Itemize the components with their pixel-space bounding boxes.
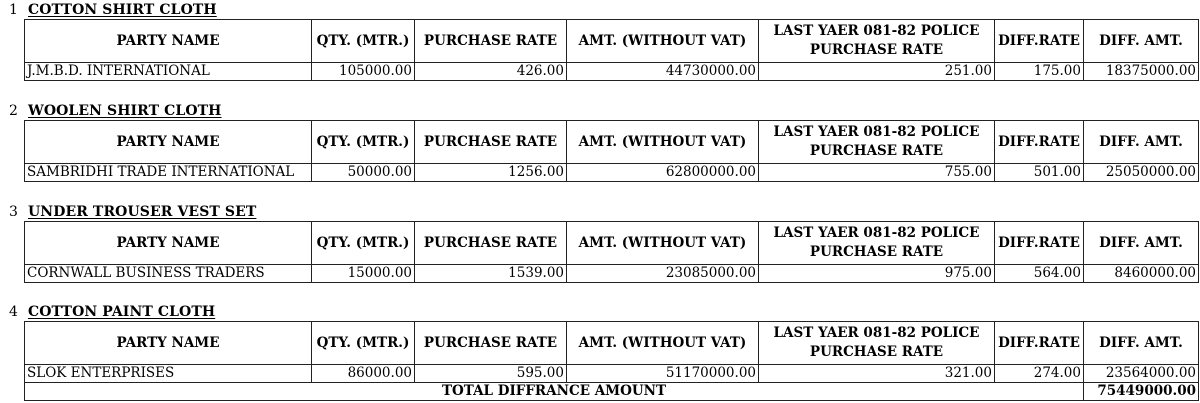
header-amount: AMT. (WITHOUT VAT) <box>567 121 759 164</box>
table-row <box>25 63 1199 81</box>
header-party-name: PARTY NAME <box>25 121 312 164</box>
cell-purchase-rate: 1539.00 <box>415 265 567 283</box>
header-amount: AMT. (WITHOUT VAT) <box>567 222 759 265</box>
cell-amount: 62800000.00 <box>567 164 759 182</box>
cell-qty: 50000.00 <box>312 164 415 182</box>
section-heading <box>0 203 1200 221</box>
cell-diff-amount: 18375000.00 <box>1084 63 1199 81</box>
cell-party-name: J.M.B.D. INTERNATIONAL <box>25 63 312 81</box>
cell-police-rate: 975.00 <box>759 265 995 283</box>
header-qty: QTY. (MTR.) <box>312 121 415 164</box>
purchase-table <box>24 221 1199 283</box>
header-diff-rate: DIFF.RATE <box>995 121 1084 164</box>
header-amount: AMT. (WITHOUT VAT) <box>567 322 759 365</box>
header-amount: AMT. (WITHOUT VAT) <box>567 20 759 63</box>
cell-qty: 86000.00 <box>312 365 415 383</box>
section-number: 4 <box>9 304 18 320</box>
header-diff-rate: DIFF.RATE <box>995 222 1084 265</box>
cell-diff-rate: 175.00 <box>995 63 1084 81</box>
header-police-rate: LAST YAER 081-82 POLICE PURCHASE RATE <box>759 20 995 63</box>
purchase-table <box>24 321 1199 401</box>
header-diff-amount: DIFF. AMT. <box>1084 322 1199 365</box>
header-party-name: PARTY NAME <box>25 222 312 265</box>
header-party-name: PARTY NAME <box>25 322 312 365</box>
cell-qty: 15000.00 <box>312 265 415 283</box>
cell-purchase-rate: 595.00 <box>415 365 567 383</box>
table-row <box>25 365 1199 383</box>
total-value: 75449000.00 <box>1084 383 1199 401</box>
header-diff-rate: DIFF.RATE <box>995 322 1084 365</box>
total-row <box>25 383 1199 401</box>
header-diff-amount: DIFF. AMT. <box>1084 121 1199 164</box>
section-heading <box>0 1 1200 19</box>
header-police-rate: LAST YAER 081-82 POLICE PURCHASE RATE <box>759 222 995 265</box>
header-diff-amount: DIFF. AMT. <box>1084 222 1199 265</box>
cell-amount: 23085000.00 <box>567 265 759 283</box>
header-qty: QTY. (MTR.) <box>312 20 415 63</box>
header-diff-rate: DIFF.RATE <box>995 20 1084 63</box>
cell-party-name: SAMBRIDHI TRADE INTERNATIONAL <box>25 164 312 182</box>
cell-diff-amount: 25050000.00 <box>1084 164 1199 182</box>
cell-qty: 105000.00 <box>312 63 415 81</box>
section-number: 2 <box>9 103 18 119</box>
cell-diff-amount: 8460000.00 <box>1084 265 1199 283</box>
cell-purchase-rate: 1256.00 <box>415 164 567 182</box>
header-row <box>25 20 1199 63</box>
table-row <box>25 164 1199 182</box>
header-purchase-rate: PURCHASE RATE <box>415 322 567 365</box>
header-purchase-rate: PURCHASE RATE <box>415 20 567 63</box>
header-purchase-rate: PURCHASE RATE <box>415 222 567 265</box>
cell-police-rate: 755.00 <box>759 164 995 182</box>
section-title: UNDER TROUSER VEST SET <box>28 204 257 220</box>
header-row <box>25 322 1199 365</box>
section-heading <box>0 102 1200 120</box>
purchase-table <box>24 19 1199 81</box>
cell-purchase-rate: 426.00 <box>415 63 567 81</box>
section-number: 1 <box>9 2 18 18</box>
cell-amount: 44730000.00 <box>567 63 759 81</box>
header-police-rate: LAST YAER 081-82 POLICE PURCHASE RATE <box>759 121 995 164</box>
cell-party-name: SLOK ENTERPRISES <box>25 365 312 383</box>
cell-amount: 51170000.00 <box>567 365 759 383</box>
header-diff-amount: DIFF. AMT. <box>1084 20 1199 63</box>
cell-police-rate: 251.00 <box>759 63 995 81</box>
section-title: COTTON SHIRT CLOTH <box>28 2 217 18</box>
header-purchase-rate: PURCHASE RATE <box>415 121 567 164</box>
cell-diff-amount: 23564000.00 <box>1084 365 1199 383</box>
header-party-name: PARTY NAME <box>25 20 312 63</box>
header-police-rate: LAST YAER 081-82 POLICE PURCHASE RATE <box>759 322 995 365</box>
header-row <box>25 222 1199 265</box>
cell-party-name: CORNWALL BUSINESS TRADERS <box>25 265 312 283</box>
header-qty: QTY. (MTR.) <box>312 222 415 265</box>
purchase-table <box>24 120 1199 182</box>
cell-police-rate: 321.00 <box>759 365 995 383</box>
cell-diff-rate: 564.00 <box>995 265 1084 283</box>
section-title: WOOLEN SHIRT CLOTH <box>28 103 222 119</box>
section-heading <box>0 303 1200 321</box>
section-number: 3 <box>9 204 18 220</box>
section-title: COTTON PAINT CLOTH <box>28 304 216 320</box>
table-row <box>25 265 1199 283</box>
header-qty: QTY. (MTR.) <box>312 322 415 365</box>
total-label: TOTAL DIFFRANCE AMOUNT <box>25 383 1084 401</box>
cell-diff-rate: 501.00 <box>995 164 1084 182</box>
header-row <box>25 121 1199 164</box>
cell-diff-rate: 274.00 <box>995 365 1084 383</box>
